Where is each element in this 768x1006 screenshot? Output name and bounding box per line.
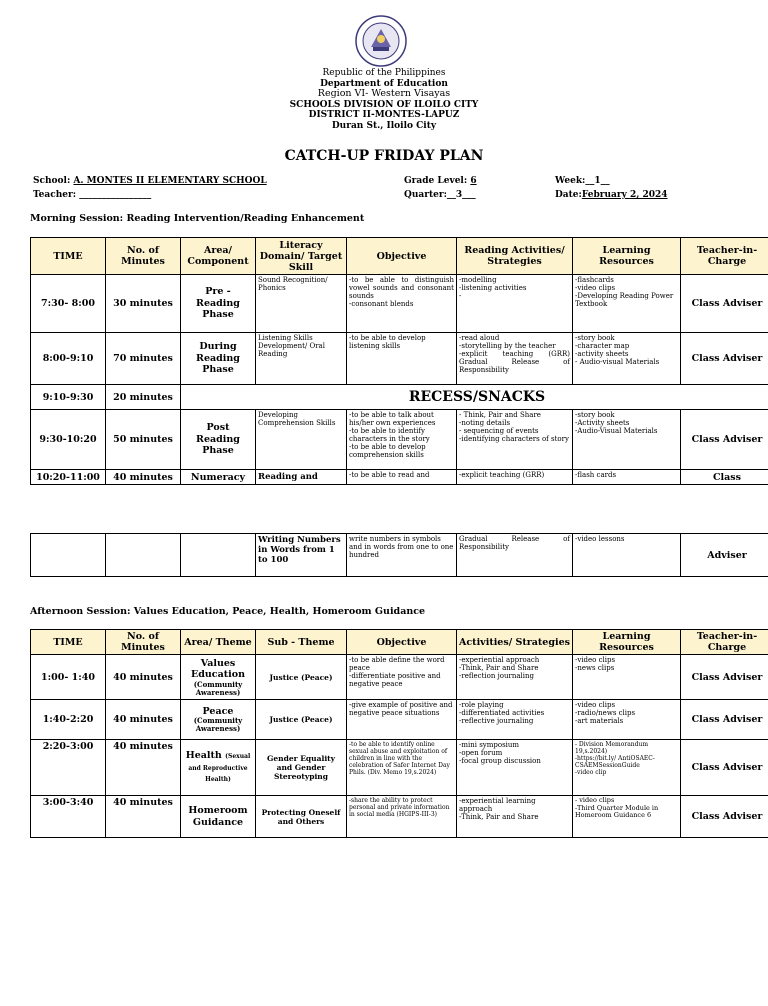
morning-header-row — [31, 238, 768, 275]
cell-objective: -share the ability to protect personal and private information in social media (HGIPS-III-3) — [347, 796, 457, 838]
cell-objective: -to be able define the word peace -differentiate positive and negative peace — [347, 655, 457, 700]
cell-teacher: Class Adviser — [681, 796, 768, 838]
cell-activities: -modelling -listening activities - — [457, 275, 573, 333]
cell-theme — [181, 740, 256, 796]
theme-name: Peace — [202, 705, 234, 717]
cell-subtheme: Gender Equality and Gender Stereotyping — [256, 740, 347, 796]
table-row — [31, 275, 768, 333]
cell-minutes: 40 minutes — [106, 796, 181, 838]
page-title: CATCH-UP FRIDAY PLAN — [284, 148, 484, 164]
afternoon-header-row — [31, 630, 768, 655]
theme-name: Values Education — [191, 657, 245, 680]
cell-domain: Reading and — [256, 470, 347, 485]
cell-area — [181, 534, 256, 577]
table-row — [31, 740, 768, 796]
header-domain: Literacy Domain/ Target Skill — [256, 238, 347, 275]
cell-domain: Writing Numbers in Words from 1 to 100 — [256, 534, 347, 577]
cell-teacher: Class — [681, 470, 768, 485]
cell-minutes: 40 minutes — [106, 740, 181, 796]
cell-area: Post Reading Phase — [181, 410, 256, 470]
teacher-value: ________________ — [79, 190, 152, 200]
cell-time — [31, 534, 106, 577]
cell-teacher: Class Adviser — [681, 275, 768, 333]
week-info — [555, 176, 610, 186]
header-area: Area/ Component — [181, 238, 256, 275]
letterhead-department: Department of Education — [320, 78, 448, 89]
cell-resources: -story book -Activity sheets -Audio-Visual Materials — [573, 410, 681, 470]
letterhead-district: DISTRICT II-MONTES-LAPUZ — [308, 110, 460, 120]
table-row — [31, 655, 768, 700]
cell-domain: Sound Recognition/ Phonics — [256, 275, 347, 333]
cell-minutes: 30 minutes — [106, 275, 181, 333]
table-row — [31, 700, 768, 740]
cell-theme — [181, 655, 256, 700]
cell-time: 10:20-11:00 — [31, 470, 106, 485]
cell-time: 1:40-2:20 — [31, 700, 106, 740]
cell-subtheme: Justice (Peace) — [256, 700, 347, 740]
cell-area: During Reading Phase — [181, 333, 256, 385]
header-minutes: No. of Minutes — [106, 238, 181, 275]
cell-resources: -video clips -radio/news clips -art materials — [573, 700, 681, 740]
theme-name: Health — [185, 750, 222, 762]
cell-objective: write numbers in symbols and in words from one to one hundred — [347, 534, 457, 577]
cell-resources: -video clips -news clips — [573, 655, 681, 700]
header-time: TIME — [31, 630, 106, 655]
cell-time: 9:30-10:20 — [31, 410, 106, 470]
cell-teacher: Class Adviser — [681, 700, 768, 740]
afternoon-session-title: Afternoon Session: Values Education, Peace, Health, Homeroom Guidance — [30, 606, 426, 617]
cell-activities: Gradual Release of Responsibility — [457, 534, 573, 577]
cell-subtheme: Protecting Oneself and Others — [256, 796, 347, 838]
letterhead-country: Republic of the Philippines — [322, 68, 446, 78]
cell-minutes: 40 minutes — [106, 655, 181, 700]
cell-area: Pre - Reading Phase — [181, 275, 256, 333]
cell-minutes: 70 minutes — [106, 333, 181, 385]
header-minutes: No. of Minutes — [106, 630, 181, 655]
cell-activities: -experiential learning approach -Think, Pair and Share — [457, 796, 573, 838]
header-subtheme: Sub - Theme — [256, 630, 347, 655]
cell-time: 2:20-3:00 — [31, 740, 106, 796]
cell-minutes: 50 minutes — [106, 410, 181, 470]
table-row — [31, 410, 768, 470]
header-theme: Area/ Theme — [181, 630, 256, 655]
header-teacher: Teacher-in-Charge — [681, 630, 768, 655]
cell-area: Numeracy — [181, 470, 256, 485]
cell-teacher: Class Adviser — [681, 410, 768, 470]
quarter-info — [404, 190, 476, 200]
cell-domain: Developing Comprehension Skills — [256, 410, 347, 470]
cell-time: 9:10-9:30 — [31, 385, 106, 410]
date-value: February 2, 2024 — [581, 190, 668, 200]
cell-minutes: 40 minutes — [106, 470, 181, 485]
header-time: TIME — [31, 238, 106, 275]
cell-time: 7:30- 8:00 — [31, 275, 106, 333]
cell-activities: -experiential approach -Think, Pair and Share -reflection journaling — [457, 655, 573, 700]
afternoon-table — [30, 629, 768, 838]
cell-teacher: Class Adviser — [681, 740, 768, 796]
cell-resources: -video lessons — [573, 534, 681, 577]
cell-resources: - video clips -Third Quarter Module in Homeroom Guidance 6 — [573, 796, 681, 838]
letterhead-region: Region VI- Western Visayas — [317, 88, 451, 99]
header-objective: Objective — [347, 238, 457, 275]
cell-activities: -explicit teaching (GRR) — [457, 470, 573, 485]
theme-sub: (Sexual and Reproductive Health) — [188, 753, 251, 784]
cell-resources: - Division Memorandum 19,s.2024) -https://bit.ly/ AntiOSAEC-CSAEMSessionGuide -video clip — [573, 740, 681, 796]
grade-info — [404, 176, 477, 186]
morning-table-continued — [30, 533, 768, 577]
cell-domain: Listening Skills Development/ Oral Reading — [256, 333, 347, 385]
table-row — [31, 333, 768, 385]
cell-resources: -flash cards — [573, 470, 681, 485]
cell-activities: -read aloud -storytelling by the teacher -explicit teaching (GRR) Gradual Release of Responsibility — [457, 333, 573, 385]
cell-activities: -role playing -differentiated activities -reflective journaling — [457, 700, 573, 740]
school-label: School: — [33, 176, 71, 186]
header-activities: Activities/ Strategies — [457, 630, 573, 655]
cell-objective: -to be able to distinguish vowel sounds and consonant sounds -consonant blends — [347, 275, 457, 333]
cell-subtheme: Justice (Peace) — [256, 655, 347, 700]
header-resources: Learning Resources — [573, 238, 681, 275]
date-label: Date: — [555, 190, 582, 200]
letterhead — [0, 68, 768, 131]
cell-minutes: 40 minutes — [106, 700, 181, 740]
cell-theme — [181, 700, 256, 740]
cell-time: 8:00-9:10 — [31, 333, 106, 385]
table-row — [31, 796, 768, 838]
morning-session-title: Morning Session: Reading Intervention/Reading Enhancement — [30, 213, 365, 224]
deped-seal-logo — [355, 15, 407, 67]
grade-value: 6 — [470, 176, 477, 186]
recess-label: RECESS/SNACKS — [181, 385, 768, 410]
table-row — [31, 534, 768, 577]
cell-objective: -to be able to develop listening skills — [347, 333, 457, 385]
cell-activities: - Think, Pair and Share -noting details - sequencing of events -identifying characters of story — [457, 410, 573, 470]
cell-activities: -mini symposium -open forum -focal group discussion — [457, 740, 573, 796]
cell-minutes — [106, 534, 181, 577]
header-teacher: Teacher-in-Charge — [681, 238, 768, 275]
header-objective: Objective — [347, 630, 457, 655]
quarter-value: __3___ — [446, 190, 476, 200]
header-activities: Reading Activities/ Strategies — [457, 238, 573, 275]
cell-teacher: Class Adviser — [681, 333, 768, 385]
teacher-label: Teacher: — [33, 190, 77, 200]
quarter-label: Quarter: — [404, 190, 447, 200]
letterhead-division: SCHOOLS DIVISION OF ILOILO CITY — [289, 99, 479, 110]
cell-teacher: Adviser — [681, 534, 768, 577]
cell-time: 3:00-3:40 — [31, 796, 106, 838]
theme-sub: (Community Awareness) — [193, 679, 243, 697]
header-resources: Learning Resources — [573, 630, 681, 655]
letterhead-address: Duran St., Iloilo City — [331, 120, 437, 131]
school-info — [33, 176, 267, 186]
cell-resources: -flashcards -video clips -Developing Reading Power Textbook — [573, 275, 681, 333]
date-info — [555, 190, 668, 200]
table-row — [31, 385, 768, 410]
cell-teacher: Class Adviser — [681, 655, 768, 700]
week-value: __1__ — [585, 176, 610, 186]
morning-table — [30, 237, 768, 485]
table-row — [31, 470, 768, 485]
cell-time: 1:00- 1:40 — [31, 655, 106, 700]
cell-objective: -to be able to talk about his/her own experiences -to be able to identify characters in the story -to be able to develop comprehension skills — [347, 410, 457, 470]
grade-label: Grade Level: — [404, 176, 468, 186]
teacher-info — [33, 190, 151, 200]
school-value: A. MONTES II ELEMENTARY SCHOOL — [73, 176, 267, 186]
cell-resources: -story book -character map -activity sheets - Audio-visual Materials — [573, 333, 681, 385]
cell-theme: Homeroom Guidance — [181, 796, 256, 838]
cell-minutes: 20 minutes — [106, 385, 181, 410]
theme-sub: (Community Awareness) — [193, 716, 243, 734]
week-label: Week: — [555, 176, 586, 186]
cell-objective: -to be able to identify online sexual abuse and exploitation of children in line with the celebration of Safer Internet Day Phils. (Div. Memo 19,s.2024) — [347, 740, 457, 796]
cell-objective: -give example of positive and negative peace situations — [347, 700, 457, 740]
cell-objective: -to be able to read and — [347, 470, 457, 485]
